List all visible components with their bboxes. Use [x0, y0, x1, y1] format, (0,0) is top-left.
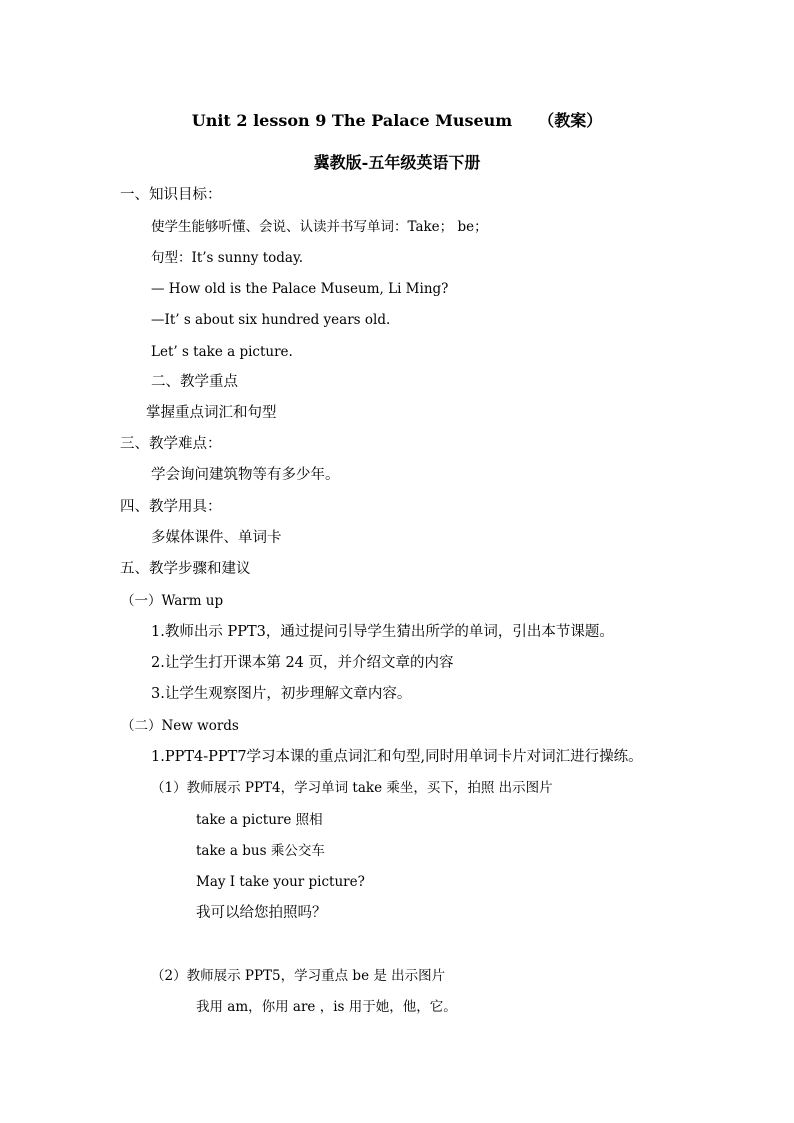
- text-line: 1.教师出示 PPT3，通过提问引导学生猜出所学的单词，引出本节课题。: [151, 624, 614, 640]
- section-heading-tools: 四、教学用具：: [120, 499, 222, 515]
- text-line: 1.PPT4-PPT7学习本课的重点词汇和句型,同时用单词卡片对词汇进行操练。: [151, 749, 643, 765]
- text-line: 我可以给您拍照吗？: [196, 905, 327, 921]
- text-line: take a picture 照相: [196, 812, 323, 828]
- subsection-heading-warm-up: （一）Warm up: [121, 593, 224, 609]
- text-line: 多媒体课件、单词卡: [151, 530, 282, 546]
- text-line: Let’ s take a picture.: [151, 344, 293, 360]
- section-heading-steps: 五、教学步骤和建议: [120, 561, 251, 577]
- text-line: May I take your picture?: [196, 874, 365, 890]
- section-heading-key-points: 二、教学重点: [151, 374, 238, 390]
- section-heading-objectives: 一、知识目标：: [120, 187, 222, 203]
- text-line: — How old is the Palace Museum, Li Ming?: [151, 281, 449, 297]
- text-line: 3.让学生观察图片，初步理解文章内容。: [151, 686, 412, 702]
- title-main: Unit 2 lesson 9 The Palace Museum: [191, 111, 513, 130]
- text-line: 学会询问建筑物等有多少年。: [151, 467, 340, 483]
- text-line: 2.让学生打开课本第 24 页，并介绍文章的内容: [151, 655, 454, 671]
- document-title: [0, 108, 794, 131]
- title-suffix: （教案）: [538, 111, 603, 130]
- text-line: 掌握重点词汇和句型: [146, 405, 277, 421]
- text-line: 句型：It’s sunny today.: [151, 250, 304, 266]
- text-line: 使学生能够听懂、会说、认读并书写单词：Take； be；: [151, 219, 488, 235]
- text-line: take a bus 乘公交车: [196, 843, 325, 859]
- section-heading-difficulties: 三、教学难点：: [120, 436, 222, 452]
- document-subtitle: 冀教版-五年级英语下册: [313, 153, 481, 172]
- text-line: 我用 am，你用 are ，is 用于她，他，它。: [196, 999, 457, 1015]
- text-line: （1）教师展示 PPT4，学习单词 take 乘坐，买下，拍照 出示图片: [151, 780, 553, 796]
- text-line: —It’ s about six hundred years old.: [151, 312, 391, 328]
- subsection-heading-new-words: （二）New words: [121, 718, 239, 734]
- text-line: （2）教师展示 PPT5，学习重点 be 是 出示图片: [151, 968, 446, 984]
